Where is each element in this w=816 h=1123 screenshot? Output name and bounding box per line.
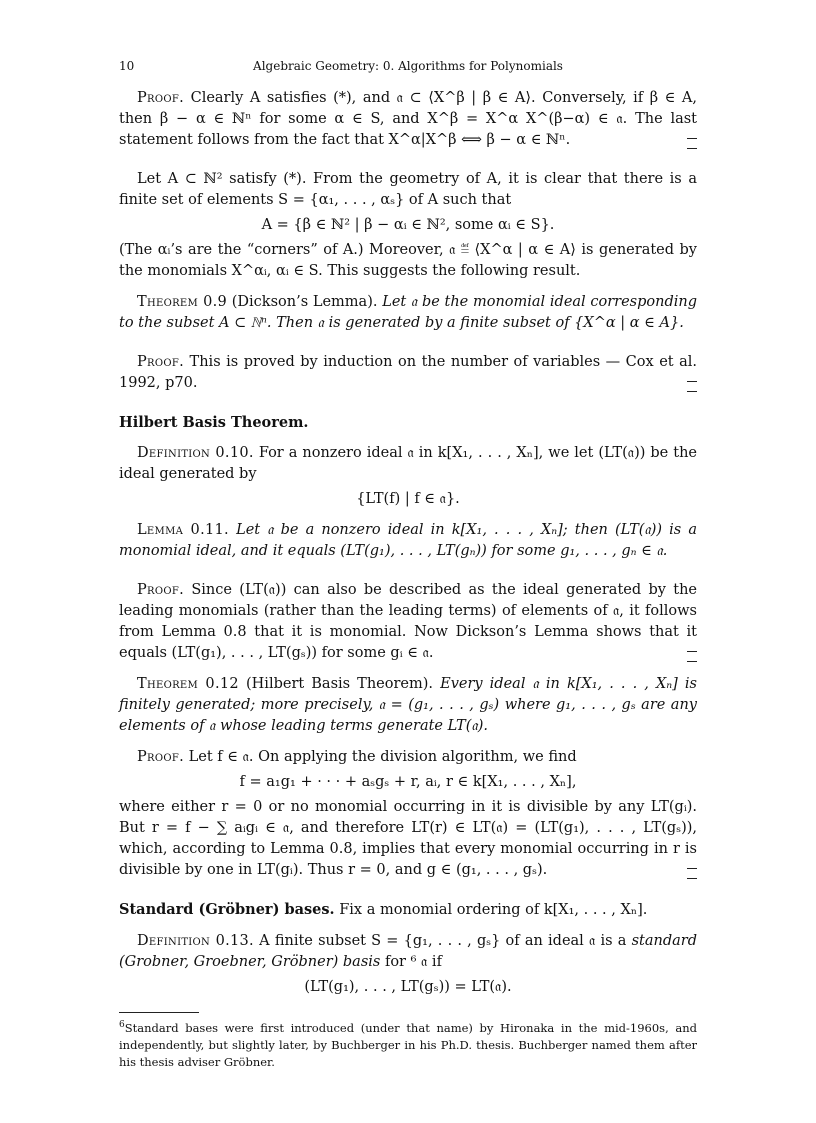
- footnote-text: Standard bases were first introduced (under that name) by Hironaka in the mid-1960s, and independently, but slightly later, by Buchberger in his Ph.D. thesis. Buchberger named them after his thesis adviser Gröbner.: [119, 1020, 697, 1069]
- definition-label: Definition 0.10.: [137, 445, 254, 461]
- section-heading-standard: Standard (Gröbner) bases.: [119, 901, 335, 918]
- theorem-0-9: [119, 292, 697, 334]
- proof-label: Proof.: [137, 90, 185, 106]
- lemma-label: Lemma 0.11.: [137, 522, 229, 538]
- proof-body: This is proved by induction on the number of variables — Cox et al. 1992, p70.: [119, 354, 698, 391]
- proof-body: Clearly A satisfies (*), and 𝔞 ⊂ ⟨X^β | β ∈ A⟩. Conversely, if β ∈ A, then β − α ∈ ℕⁿ for some α ∈ S, and X^β = X^α X^(β−α) ∈ 𝔞. The last statement follows from the fact that X^α|X^β ⟺ β − α ∈ ℕⁿ.: [119, 90, 698, 148]
- theorem-name: (Dickson’s Lemma).: [231, 294, 378, 310]
- paragraph-corners: (The αᵢ’s are the “corners” of A.) Moreover, 𝔞 ≝ ⟨X^α | α ∈ A⟩ is generated by the monomials X^αᵢ, αᵢ ∈ S. This suggests the following result.: [119, 242, 697, 279]
- proof-label: Proof.: [137, 582, 185, 598]
- qed-symbol: [687, 138, 697, 149]
- footnote-mark: 6: [119, 1020, 125, 1030]
- theorem-label: Theorem 0.12: [137, 676, 239, 692]
- proof-3: [119, 580, 697, 664]
- definition-label: Definition 0.13.: [137, 933, 254, 949]
- section-standard-text: Fix a monomial ordering of k[X₁, . . . , Xₙ].: [339, 902, 648, 918]
- definition-emphasis: standard (Grobner, Groebner, Gröbner) basis: [119, 933, 698, 970]
- proof-label: Proof.: [137, 749, 185, 765]
- proof-2: [119, 352, 697, 394]
- paragraph-corners-intro: Let A ⊂ ℕ² satisfy (*). From the geometry of A, it is clear that there is a finite set of elements S = {α₁, . . . , αₛ} of A such that: [119, 171, 697, 208]
- proof-label: Proof.: [137, 354, 185, 370]
- definition-body-after: for ⁶ 𝔞 if: [384, 954, 442, 970]
- proof-4-intro: [119, 747, 697, 768]
- proof-1: [119, 88, 697, 151]
- definition-body-before: A finite subset S = {g₁, . . . , gₛ} of an ideal 𝔞 is a: [259, 933, 627, 949]
- page-number: 10: [119, 59, 135, 73]
- definition-body: For a nonzero ideal 𝔞 in k[X₁, . . . , Xₙ], we let (LT(𝔞)) be the ideal generated by: [119, 445, 698, 482]
- page-content: [119, 88, 697, 1071]
- display-equation-groebner: (LT(g₁), . . . , LT(gₛ)) = LT(𝔞).: [304, 979, 512, 995]
- proof-intro: Let f ∈ 𝔞. On applying the division algorithm, we find: [188, 749, 577, 765]
- proof-body: Since (LT(𝔞)) can also be described as the ideal generated by the leading monomials (rather than the leading terms) of elements of 𝔞, it follows from Lemma 0.8 that it is monomial. Now Dickson’s Lemma shows that it equals (LT(g₁), . . . , LT(gₛ)) for some gᵢ ∈ 𝔞.: [119, 582, 698, 661]
- theorem-statement: Let 𝔞 be the monomial ideal corresponding to the subset A ⊂ ℕⁿ. Then 𝔞 is generated by a finite subset of {X^α | α ∈ A}.: [119, 294, 698, 331]
- footnote-rule: [119, 1012, 199, 1013]
- proof-4-body: [119, 797, 697, 881]
- qed-symbol: [687, 868, 697, 879]
- running-title: Algebraic Geometry: 0. Algorithms for Polynomials: [253, 59, 563, 73]
- theorem-name: (Hilbert Basis Theorem).: [246, 676, 434, 692]
- qed-symbol: [687, 381, 697, 392]
- lemma-0-11: [119, 520, 697, 562]
- definition-0-10: [119, 443, 697, 485]
- proof-body: where either r = 0 or no monomial occurring in it is divisible by any LT(gᵢ). But r = f − ∑ aᵢgᵢ ∈ 𝔞, and therefore LT(r) ∈ LT(𝔞) = (LT(g₁), . . . , LT(gₛ)), which, according to Lemma 0.8, implies that every monomial occurring in r is divisible by one in LT(gᵢ). Thus r = 0, and g ∈ (g₁, . . . , gₛ).: [119, 799, 697, 878]
- theorem-0-12: [119, 674, 697, 737]
- section-standard-bases: [119, 899, 697, 921]
- theorem-statement: Every ideal 𝔞 in k[X₁, . . . , Xₙ] is finitely generated; more precisely, 𝔞 = (g₁, . . . , gₛ) where g₁, . . . , gₛ are any elements of 𝔞 whose leading terms generate LT(𝔞).: [119, 676, 697, 734]
- display-equation-LT: {LT(f) | f ∈ 𝔞}.: [356, 491, 460, 507]
- definition-0-13: [119, 931, 697, 973]
- section-heading-hilbert: Hilbert Basis Theorem.: [119, 414, 309, 431]
- display-equation-A: A = {β ∈ ℕ² | β − αᵢ ∈ ℕ², some αᵢ ∈ S}.: [261, 217, 555, 233]
- display-equation-division: f = a₁g₁ + · · · + aₛgₛ + r, aᵢ, r ∈ k[X₁, . . . , Xₙ],: [239, 774, 577, 790]
- lemma-statement: Let 𝔞 be a nonzero ideal in k[X₁, . . . , Xₙ]; then (LT(𝔞)) is a monomial ideal, and it equals (LT(g₁), . . . , LT(gₙ)) for some g₁, . . . , gₙ ∈ 𝔞.: [119, 522, 698, 559]
- qed-symbol: [687, 651, 697, 662]
- theorem-label: Theorem 0.9: [137, 294, 228, 310]
- footnote-6: [119, 1017, 697, 1071]
